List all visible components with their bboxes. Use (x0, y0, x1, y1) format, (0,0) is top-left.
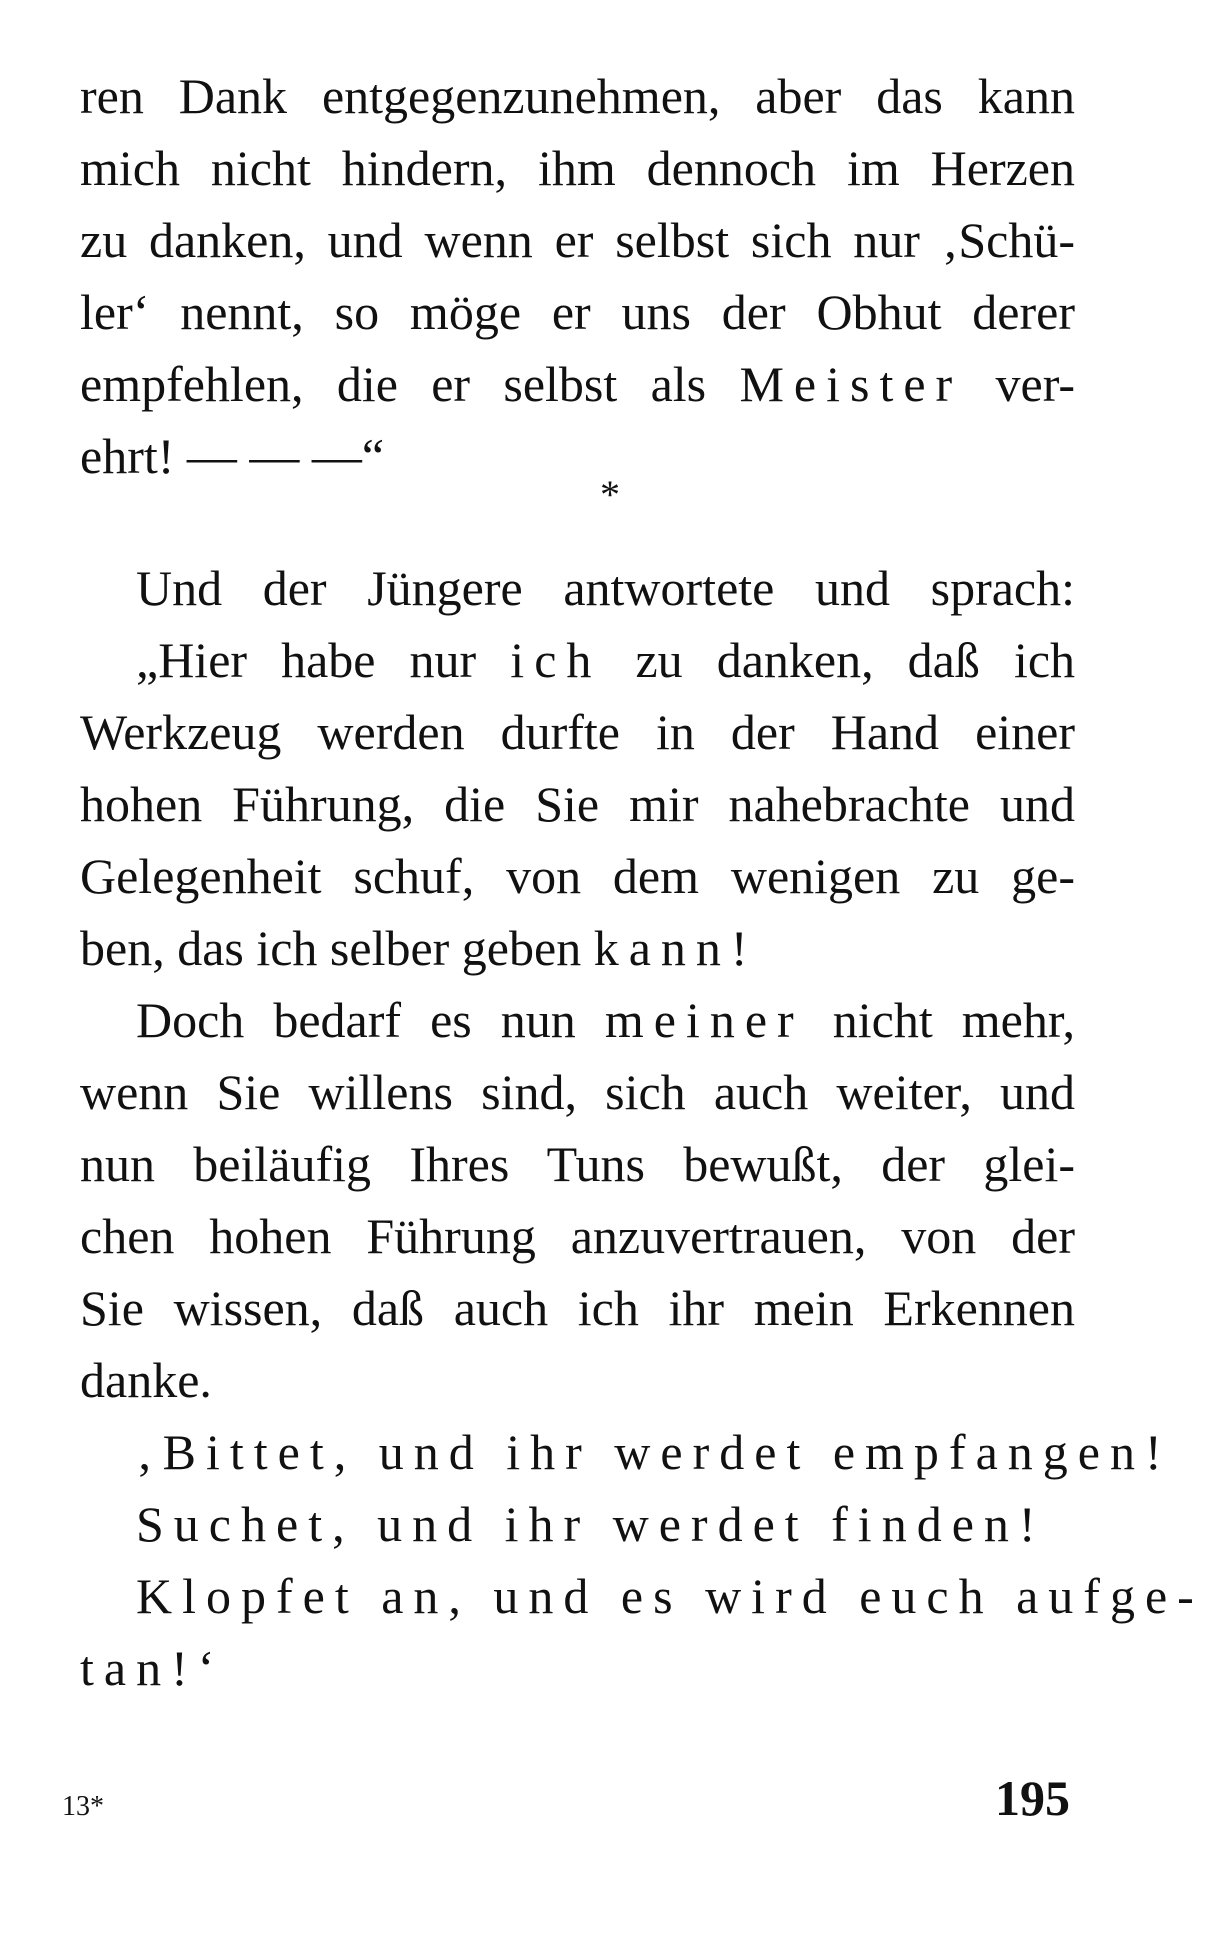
emphasis-spaced: ich (510, 632, 602, 688)
emphasis-spaced: meiner (604, 992, 804, 1048)
text-line: wenn Sie willens sind, sich auch weiter, und (80, 1064, 1075, 1120)
section-ornament: * (600, 472, 620, 517)
paragraph-reply (80, 552, 1075, 984)
text-line: Werkzeug werden durfte in der Hand einer (80, 704, 1075, 760)
paragraph-continuation (80, 60, 1075, 492)
text-line: Sie wissen, daß auch ich ihr mein Erkennen (80, 1280, 1075, 1336)
scripture-quote (80, 1416, 1204, 1704)
text-line: danke. (80, 1352, 212, 1408)
text-line: Und der Jüngere antwortete und sprach: (136, 560, 1075, 616)
text-line: mich nicht hindern, ihm dennoch im Herzen (80, 140, 1075, 196)
text-line (80, 624, 1075, 696)
emphasis-spaced: kann (593, 920, 731, 976)
quote-line: Klopfet an, und es wird euch aufge- (136, 1568, 1204, 1624)
text-line: ler‘ nennt, so möge er uns der Obhut derer (80, 284, 1075, 340)
text-segment: ! (730, 920, 748, 976)
text-line: ehrt! — — —“ (80, 428, 385, 484)
text-line: zu danken, und wenn er selbst sich nur ‚Schü- (80, 212, 1075, 268)
text-segment: nicht mehr, (832, 992, 1076, 1048)
emphasis-spaced: Meister (739, 356, 963, 412)
text-segment: ben, das ich selber geben (80, 920, 582, 976)
text-line (80, 912, 1075, 984)
page-number: 195 (995, 1770, 1070, 1826)
text-segment: zu danken, daß ich (635, 632, 1076, 688)
text-line (80, 984, 1075, 1056)
text-segment: ver- (995, 356, 1076, 412)
text-line (80, 348, 1075, 420)
text-line: chen hohen Führung anzuvertrauen, von der (80, 1208, 1075, 1264)
text-line: ren Dank entgegenzunehmen, aber das kann (80, 68, 1075, 124)
quote-line: tan!‘ (80, 1640, 225, 1696)
quote-line: Suchet, und ihr werdet finden! (136, 1496, 1046, 1552)
text-line: nun beiläufig Ihres Tuns bewußt, der glei- (80, 1136, 1075, 1192)
text-segment: empfehlen, die er selbst als (80, 356, 707, 412)
text-segment: „Hier habe nur (136, 632, 477, 688)
text-line: hohen Führung, die Sie mir nahebrachte und (80, 776, 1075, 832)
printer-signature: 13* (62, 1791, 104, 1822)
text-line: Gelegenheit schuf, von dem wenigen zu ge- (80, 848, 1075, 904)
paragraph-continued-reply (80, 984, 1075, 1416)
text-segment: Doch bedarf es nun (136, 992, 576, 1048)
quote-line: ‚Bittet, und ihr werdet empfangen! (136, 1424, 1172, 1480)
